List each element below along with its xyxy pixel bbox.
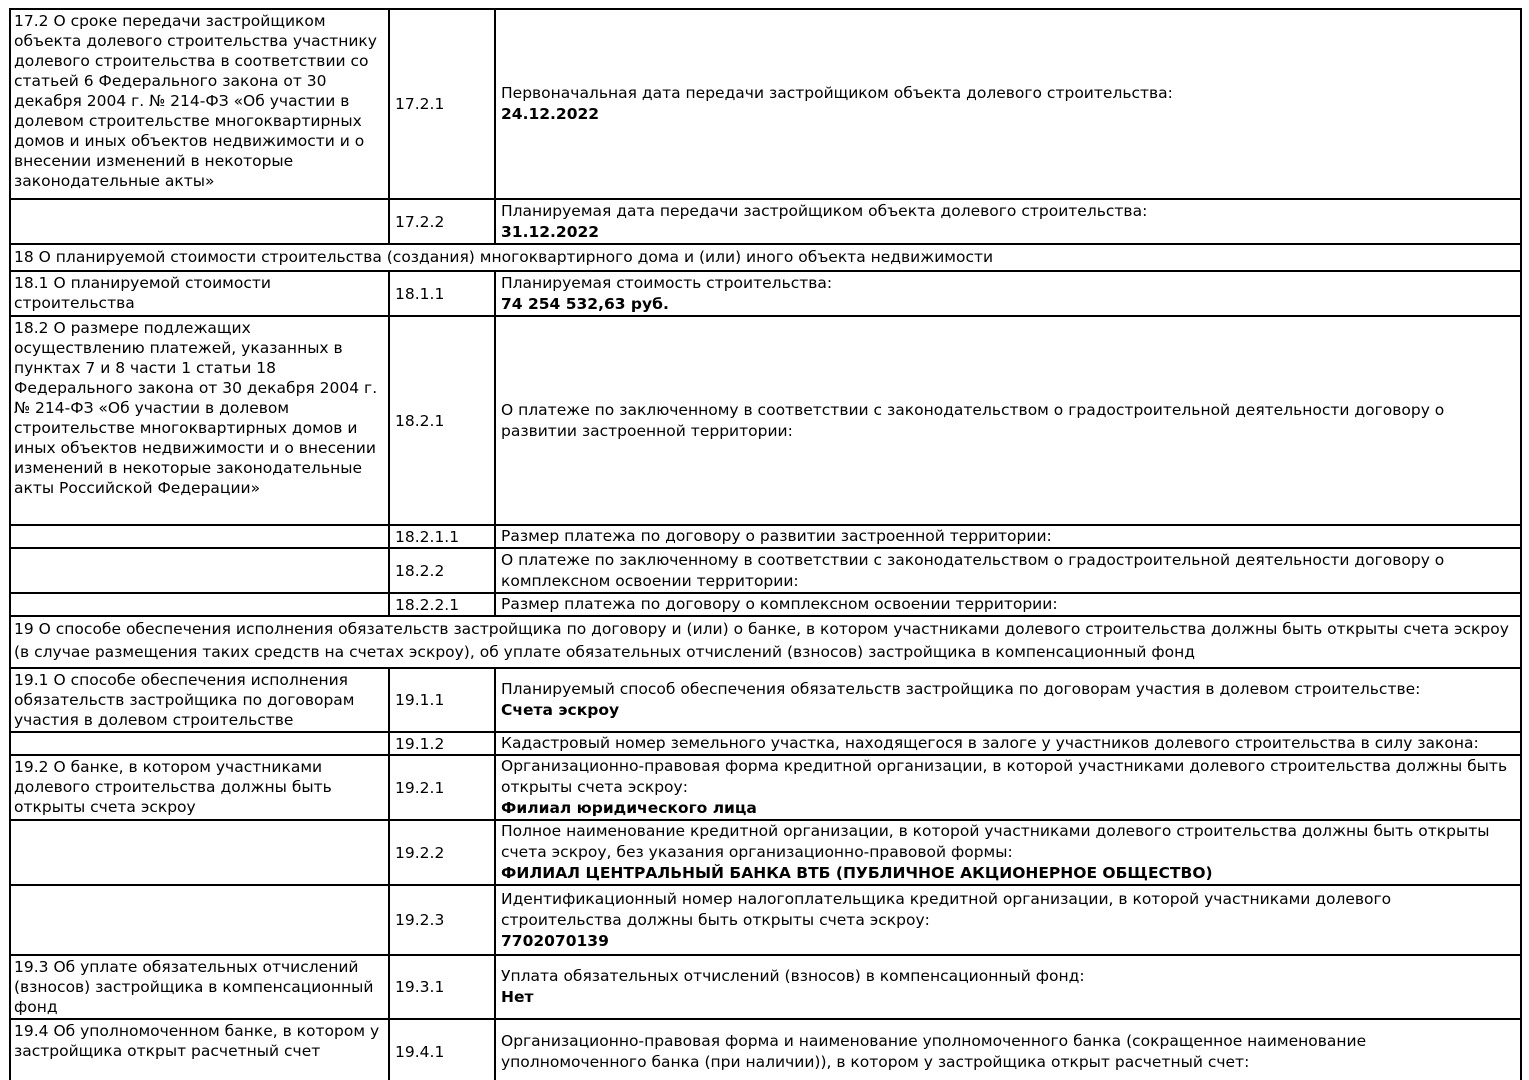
row-code: 18.1.1 — [389, 271, 495, 316]
row-description — [10, 820, 389, 885]
field-value: 7702070139 — [501, 931, 609, 950]
row-content — [495, 820, 1521, 885]
row-description — [10, 199, 389, 244]
row-description — [10, 548, 389, 593]
row-content — [495, 9, 1521, 199]
row-content — [495, 755, 1521, 820]
section-title: 19 О способе обеспечения исполнения обязательств застройщика по договору и (или) о банке, в котором участниками долевого строительства должны быть открыты счета эскроу (в случае размещения таких средств на счетах эскроу), об уплате обязательных отчислений (взносов) застройщика в компенсационный фонд — [10, 616, 1521, 668]
table-row — [10, 9, 1521, 199]
table-row — [10, 885, 1521, 955]
field-label: Кадастровый номер земельного участка, находящегося в залоге у участников долевого строительства в силу закона: — [501, 734, 1479, 752]
section-header-row — [10, 616, 1521, 668]
row-code: 19.4.1 — [389, 1019, 495, 1080]
table-row — [10, 668, 1521, 732]
field-label: Планируемый способ обеспечения обязательств застройщика по договорам участия в долевом строительстве: — [501, 680, 1421, 698]
row-code: 18.2.1.1 — [389, 525, 495, 548]
row-code: 18.2.2.1 — [389, 593, 495, 616]
table-row — [10, 525, 1521, 548]
field-label: Организационно-правовая форма кредитной организации, в которой участниками долевого строительства должны быть открыты счета эскроу: — [501, 757, 1508, 796]
row-description: 19.3 Об уплате обязательных отчислений (взносов) застройщика в компенсационный фонд — [10, 955, 389, 1019]
table-row — [10, 732, 1521, 755]
table-row — [10, 1019, 1521, 1080]
field-label: О платеже по заключенному в соответствии с законодательством о градостроительной деятельности договору о развитии застроенной территории: — [501, 400, 1445, 440]
field-label: Первоначальная дата передачи застройщиком объекта долевого строительства: — [501, 84, 1173, 102]
field-value: Счета эскроу — [501, 701, 620, 719]
row-description — [10, 593, 389, 616]
row-code: 19.3.1 — [389, 955, 495, 1019]
row-description: 17.2 О сроке передачи застройщиком объекта долевого строительства участнику долевого строительства в соответствии со статьей 6 Федерального закона от 30 декабря 2004 г. № 214-ФЗ «Об участии в долевом строительстве многоквартирных домов и иных объектов недвижимости и о внесении изменений в некоторые законодательные акты» — [10, 9, 389, 199]
field-value: Филиал юридического лица — [501, 799, 757, 817]
row-code: 18.2.1 — [389, 316, 495, 525]
field-value: Нет — [501, 988, 534, 1006]
field-label: Размер платежа по договору о комплексном освоении территории: — [501, 595, 1058, 613]
field-label: Планируемая стоимость строительства: — [501, 273, 833, 292]
row-description: 19.4 Об уполномоченном банке, в котором у застройщика открыт расчетный счет — [10, 1019, 389, 1080]
table-row — [10, 593, 1521, 616]
table-row — [10, 316, 1521, 525]
field-label: Организационно-правовая форма и наименование уполномоченного банка (сокращенное наименование уполномоченного банка (при наличии)), в котором у застройщика открыт расчетный счет: — [501, 1032, 1367, 1071]
row-code: 19.1.1 — [389, 668, 495, 732]
field-label: Полное наименование кредитной организации, в которой участниками долевого строительства должны быть открыты счета эскроу, без указания организационно-правовой формы: — [501, 822, 1490, 861]
row-code: 17.2.1 — [389, 9, 495, 199]
row-content — [495, 732, 1521, 755]
row-code: 19.1.2 — [389, 732, 495, 755]
declaration-table — [9, 8, 1522, 1080]
table-row — [10, 820, 1521, 885]
table-row — [10, 755, 1521, 820]
table-row — [10, 548, 1521, 593]
field-label: Идентификационный номер налогоплательщика кредитной организации, в которой участниками долевого строительства должны быть открыты счета эскроу: — [501, 889, 1392, 929]
row-description — [10, 525, 389, 548]
row-content — [495, 548, 1521, 593]
table-row — [10, 271, 1521, 316]
field-value: 74 254 532,63 руб. — [501, 294, 669, 313]
row-description: 19.2 О банке, в котором участниками долевого строительства должны быть открыты счета эскроу — [10, 755, 389, 820]
field-label: Уплата обязательных отчислений (взносов) в компенсационный фонд: — [501, 967, 1085, 985]
section-title: 18 О планируемой стоимости строительства (создания) многоквартирного дома и (или) иного объекта недвижимости — [10, 244, 1521, 271]
row-content — [495, 316, 1521, 525]
row-content — [495, 885, 1521, 955]
row-description: 18.2 О размере подлежащих осуществлению платежей, указанных в пунктах 7 и 8 части 1 статьи 18 Федерального закона от 30 декабря 2004 г. № 214-ФЗ «Об участии в долевом строительстве многоквартирных домов и иных объектов недвижимости и о внесении изменений в некоторые законодательные акты Российской Федерации» — [10, 316, 389, 525]
row-content — [495, 955, 1521, 1019]
section-header-row — [10, 244, 1521, 271]
row-code: 19.2.2 — [389, 820, 495, 885]
field-label: Размер платежа по договору о развитии застроенной территории: — [501, 527, 1052, 545]
row-description — [10, 885, 389, 955]
row-content — [495, 199, 1521, 244]
row-content — [495, 593, 1521, 616]
row-content — [495, 1019, 1521, 1080]
row-description: 18.1 О планируемой стоимости строительства — [10, 271, 389, 316]
row-description: 19.1 О способе обеспечения исполнения обязательств застройщика по договорам участия в долевом строительстве — [10, 668, 389, 732]
row-content — [495, 668, 1521, 732]
row-content — [495, 525, 1521, 548]
row-code: 19.2.1 — [389, 755, 495, 820]
field-value: 24.12.2022 — [501, 105, 600, 123]
table-row — [10, 955, 1521, 1019]
row-code: 18.2.2 — [389, 548, 495, 593]
table-row — [10, 199, 1521, 244]
row-content — [495, 271, 1521, 316]
field-label: О платеже по заключенному в соответствии с законодательством о градостроительной деятельности договору о комплексном освоении территории: — [501, 550, 1445, 590]
field-value: 31.12.2022 — [501, 222, 600, 241]
row-code: 19.2.3 — [389, 885, 495, 955]
row-description — [10, 732, 389, 755]
field-label: Планируемая дата передачи застройщиком объекта долевого строительства: — [501, 201, 1148, 220]
field-value: ФИЛИАЛ ЦЕНТРАЛЬНЫЙ БАНКА ВТБ (ПУБЛИЧНОЕ АКЦИОНЕРНОЕ ОБЩЕСТВО) — [501, 864, 1213, 882]
row-code: 17.2.2 — [389, 199, 495, 244]
